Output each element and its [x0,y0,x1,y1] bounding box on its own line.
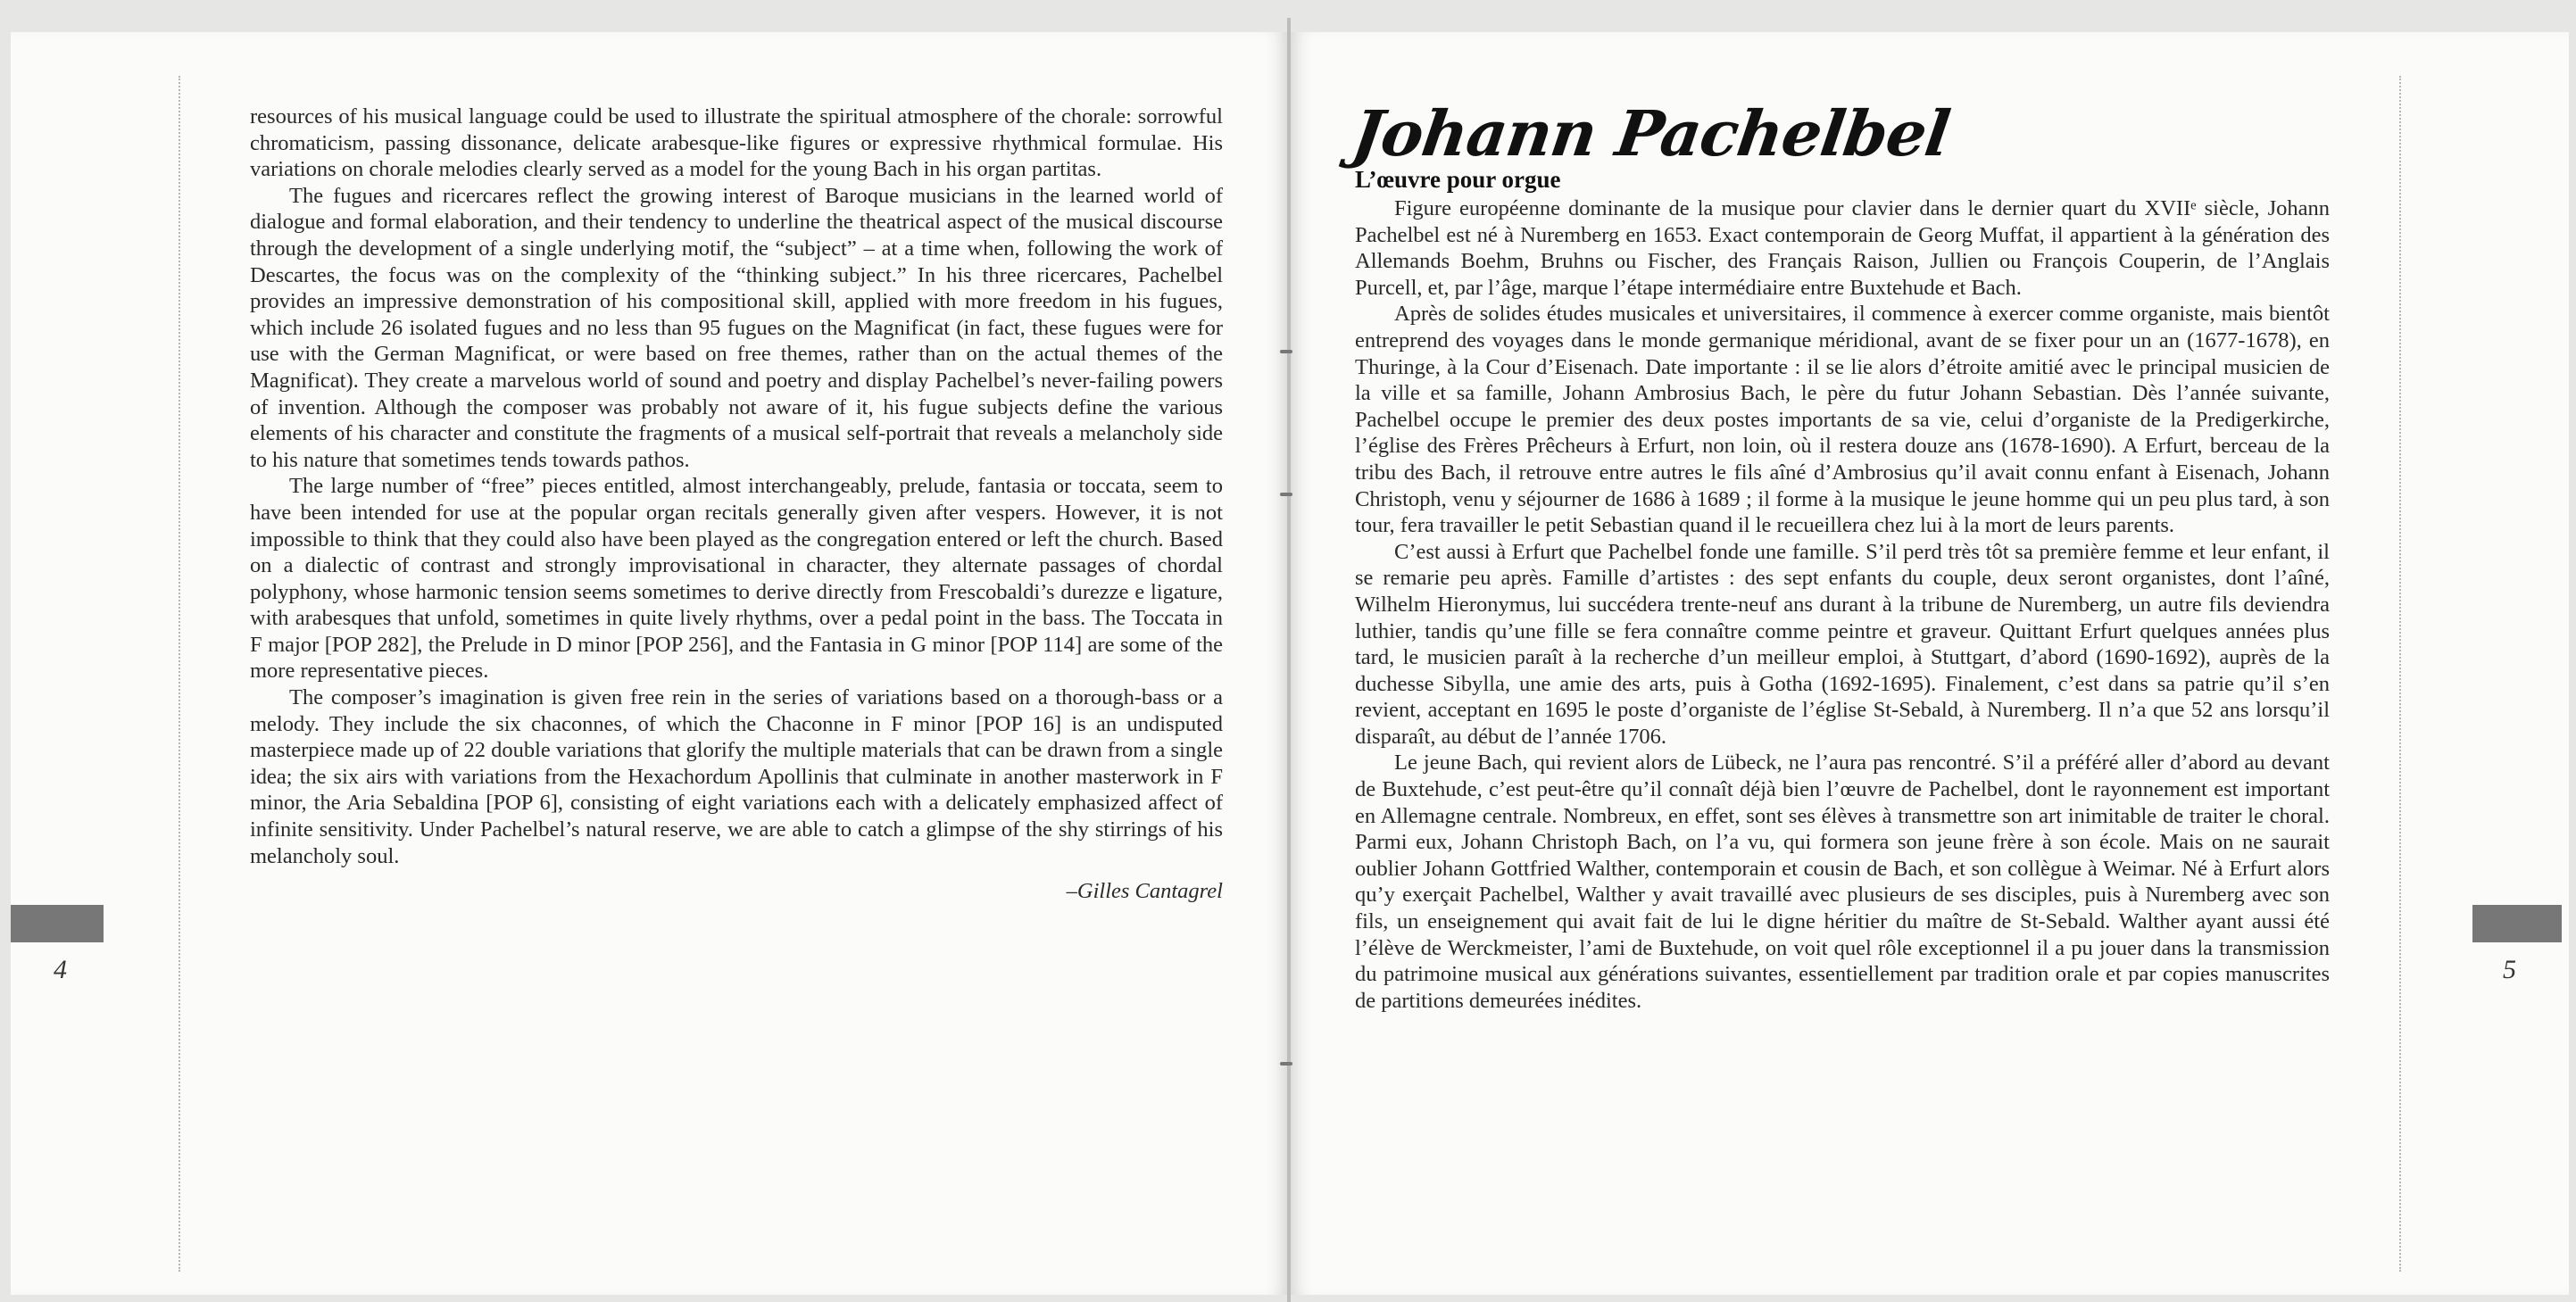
paragraph: resources of his musical language could be used to illustrate the spiritual atmosphere of the chorale: sorrowful chromaticism, passing dissonance, delicate arabesque-like figures or expressive rhythmical formulae. His variations on chorale melodies clearly served as a model for the young Bach in his organ partitas. [250,104,1223,182]
paragraph: The fugues and ricercares reflect the growing interest of Baroque musicians in the learned world of dialogue and formal elaboration, and their tendency to underline the theatrical aspect of the musical discourse through the development of a single underlying motif, the “subject” – at a time when, following the work of Descartes, the focus was on the complexity of the “thinking subject.” In his three ricercares, Pachelbel provides an impressive demonstration of his compositional skill, applied with more freedom in his fugues, which include 26 isolated fugues and no less than 95 fugues on the Magnificat (in fact, these fugues were for use with the German Magnificat, or were based on free themes, rather than on the actual themes of the Magnificat). They create a marvelous world of sound and poetry and display Pachelbel’s never-failing powers of invention. Although the composer was probably not aware of it, his fugue subjects define the various elements of his character and constitute the fragments of a musical self-portrait that reveals a melancholy side to his nature that sometimes tends towards pathos. [250,183,1223,472]
signature: –Gilles Cantagrel [1066,879,1223,904]
right-margin-dotted-line [2399,76,2401,1272]
page-subtitle: L’œuvre pour orgue [1355,166,1561,193]
right-page-number: 5 [2503,955,2516,984]
left-margin-dotted-line [179,76,180,1272]
book-gutter [1287,18,1291,1302]
left-page-text [250,104,1223,905]
left-page-number: 4 [54,955,67,984]
gutter-mark [1280,1062,1292,1066]
left-page-tab [11,905,104,942]
gutter-mark [1280,350,1292,353]
paragraph: Après de solides études musicales et universitaires, il commence à exercer comme organiste, mais bientôt entreprend des voyages dans le monde germanique méridional, avant de se fixer pour un an (1677-1678), en Thuringe, à la Cour d’Eisenach. Date importante : il se lie alors d’étroite amitié avec le principal musicien de la ville et sa famille, Johann Ambrosius Bach, le père du futur Johann Sebastian. Dès l’année suivante, Pachelbel occupe le premier des deux postes importants de sa vie, celui d’organiste de la Predigerkirche, l’église des Frères Prêcheurs à Erfurt, non loin, où il restera douze ans (1678-1690). A Erfurt, berceau de la tribu des Bach, il retrouve entre autres le fils aîné d’Ambrosius qu’il avait connu enfant à Eisenach, Johann Christoph, venu y séjourner de 1686 à 1689 ; il forme à la musique le jeune homme qui un peu plus tard, à son tour, fera travailler le petit Sebastian quand il le recueillera chez lui à la mort de leurs parents. [1355,302,2330,538]
paragraph: Le jeune Bach, qui revient alors de Lübeck, ne l’aura pas rencontré. S’il a préféré aller d’abord au devant de Buxtehude, c’est peut-être qu’il connaît déjà bien l’œuvre de Pachelbel, dont le rayonnement est important en Allemagne centrale. Nombreux, en effet, sont ses élèves à transmettre son art inimitable de traiter le choral. Parmi eux, Johann Christoph Bach, on l’a vu, qui formera son jeune frère à son école. Mais on ne saurait oublier Johann Gottfried Walther, contemporain et cousin de Bach, et son collègue à Weimar. Né à Erfurt alors qu’y exerçait Pachelbel, Walther y avait travaillé avec plusieurs de ses disciples, puis à Nuremberg avec son fils, un enseignement qui avait fait de lui le digne héritier du maître de St-Sebald. Walther ayant aussi été l’élève de Werckmeister, l’ami de Buxtehude, on voit quel rôle exceptionnel il a pu jouer dans la transmission du patrimoine musical aux générations suivantes, essentiellement par tradition orale et par copies manuscrites de partitions demeurées inédites. [1355,751,2330,1013]
paragraph: C’est aussi à Erfurt que Pachelbel fonde une famille. S’il perd très tôt sa première femme et leur enfant, il se remarie peu après. Famille d’artistes : des sept enfants du couple, deux seront organistes, dont l’aîné, Wilhelm Hieronymus, lui succédera trente-neuf ans durant à la tribune de Nuremberg, un autre fils deviendra luthier, tandis qu’une fille se fera connaître comme peintre et graveur. Quittant Erfurt quelques années plus tard, le musicien paraît à la recherche d’un meilleur emploi, à Stuttgart, d’abord (1690-1692), auprès de la duchesse Sibylla, une amie des arts, puis à Gotha (1692-1695). Finalement, c’est dans sa patrie qu’il s’en revient, acceptant en 1695 le poste d’organiste de l’église St-Sebald, à Nuremberg. Il n’a que 52 ans lorsqu’il disparaît, au début de l’année 1706. [1355,539,2330,749]
right-page-tab [2472,905,2562,942]
paragraph: The composer’s imagination is given free rein in the series of variations based on a thorough-bass or a melody. They include the six chaconnes, of which the Chaconne in F minor [POP 16] is an undisputed masterpiece made up of 22 double variations that glorify the multiple materials that can be drawn from a single idea; the six airs with variations from the Hexachordum Apollinis that culminate in another masterwork in F minor, the Aria Sebaldina [POP 6], consisting of eight variations each with a delicately emphasized affect of infinite sensitivity. Under Pachelbel’s natural reserve, we are able to catch a glimpse of the shy stirrings of his melancholy soul. [250,685,1223,868]
page-title: Johann Pachelbel [1348,96,1954,170]
paragraph: Figure européenne dominante de la musique pour clavier dans le dernier quart du XVIIᵉ siècle, Johann Pachelbel est né à Nuremberg en 1653. Exact contemporain de Georg Muffat, il appartient à la génération des Allemands Boehm, Bruhns ou Fischer, des Français Raison, Jullien ou François Couperin, de l’Anglais Purcell, et, par l’âge, marque l’étape intermédiaire entre Buxtehude et Bach. [1355,196,2330,300]
right-page-text [1355,195,2330,1014]
paragraph: The large number of “free” pieces entitled, almost interchangeably, prelude, fantasia or toccata, seem to have been intended for use at the popular organ recitals generally given after vespers. However, it is not impossible to think that they could also have been played as the congregation entered or left the church. Based on a dialectic of contrast and strongly improvisational in character, they alternate passages of chordal polyphony, whose harmonic tension seems sometimes to derive directly from Frescobaldi’s durezze e ligature, with arabesques that unfold, sometimes in quite lively rhythms, over a pedal point in the bass. The Toccata in F major [POP 282], the Prelude in D minor [POP 256], and the Fantasia in G minor [POP 114] are some of the more representative pieces. [250,474,1223,684]
gutter-mark [1280,493,1292,496]
